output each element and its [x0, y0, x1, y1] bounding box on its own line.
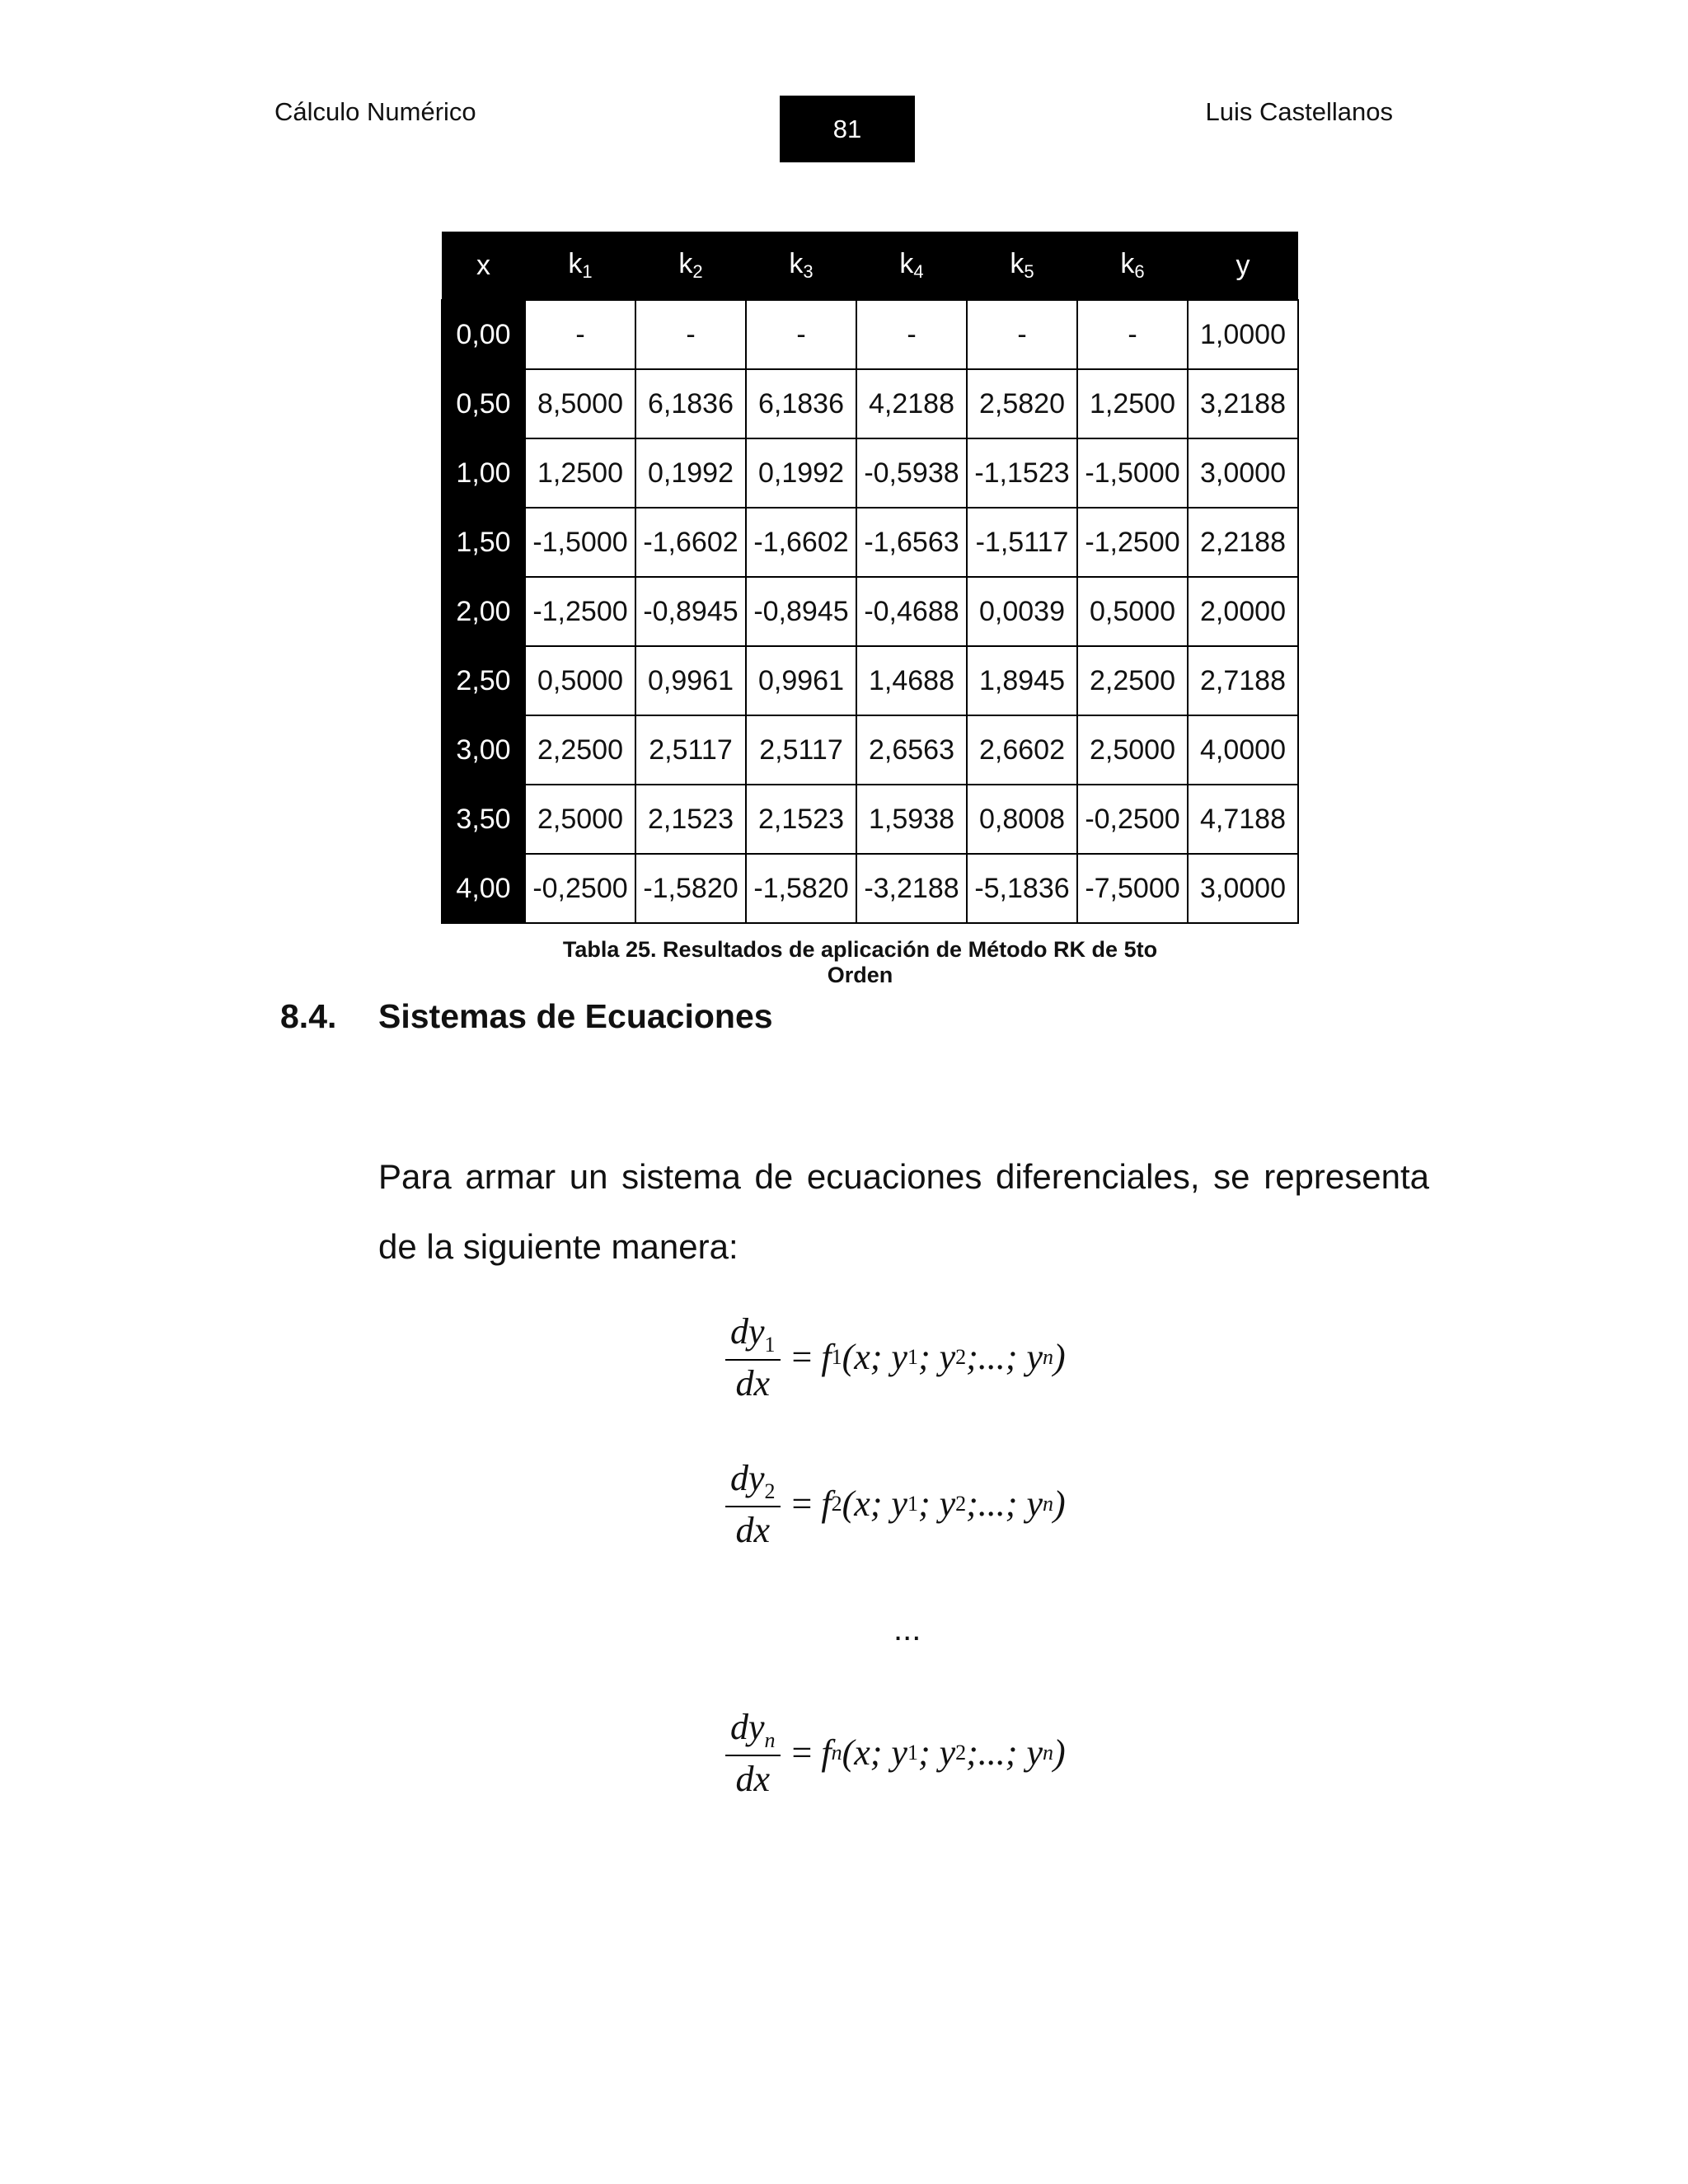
results-table	[441, 232, 1299, 924]
table-cell: 2,5820	[967, 369, 1077, 438]
header-cell-k5: $k_5$	[967, 232, 1077, 300]
x-value-cell: 0,50	[442, 369, 525, 438]
table-cell: -1,5820	[635, 854, 746, 923]
table-cell: -1,1523	[967, 438, 1077, 508]
table-cell: 3,2188	[1188, 369, 1298, 438]
x-value-cell: 2,00	[442, 577, 525, 646]
table-cell: 8,5000	[525, 369, 635, 438]
table-cell: 2,7188	[1188, 646, 1298, 715]
x-value-cell: 4,00	[442, 854, 525, 923]
table-cell: 0,5000	[525, 646, 635, 715]
table-cell: 0,0039	[967, 577, 1077, 646]
table-cell: 1,8945	[967, 646, 1077, 715]
table-cell: -3,2188	[856, 854, 967, 923]
table-cell: 2,5117	[746, 715, 856, 785]
table-row	[442, 785, 1298, 854]
table-cell: -0,2500	[1077, 785, 1188, 854]
page-number-box	[780, 96, 915, 162]
table-cell: 1,5938	[856, 785, 967, 854]
table-cell: -	[967, 300, 1077, 369]
equation-n: $\frac{dy_n}{dx}$ = f n (x; y 1 ; y 2 ;...; y n )	[725, 1706, 1066, 1800]
table-row	[442, 715, 1298, 785]
table-cell: -0,8945	[746, 577, 856, 646]
table-cell: -1,6563	[856, 508, 967, 577]
table-header-row	[442, 232, 1298, 300]
header-cell-k3: $k_3$	[746, 232, 856, 300]
section-title: Sistemas de Ecuaciones	[378, 997, 773, 1035]
header-cell-k4: $k_4$	[856, 232, 967, 300]
table-cell: 1,0000	[1188, 300, 1298, 369]
table-row	[442, 508, 1298, 577]
table-row	[442, 369, 1298, 438]
table-cell: -	[635, 300, 746, 369]
table-cell: -1,2500	[1077, 508, 1188, 577]
table-cell: 2,2188	[1188, 508, 1298, 577]
table-cell: -	[856, 300, 967, 369]
fraction: $\frac{dy_1}{dx}$	[725, 1310, 781, 1404]
table-cell: -1,6602	[746, 508, 856, 577]
header-cell-y: y	[1188, 232, 1298, 300]
x-value-cell: 1,00	[442, 438, 525, 508]
table-cell: 3,0000	[1188, 854, 1298, 923]
page-number: 81	[832, 114, 862, 143]
header-cell-k1: $k_1$	[525, 232, 635, 300]
x-value-cell: 3,00	[442, 715, 525, 785]
x-value-cell: 1,50	[442, 508, 525, 577]
table-cell: -	[746, 300, 856, 369]
header-left-title: Cálculo Numérico	[274, 97, 476, 126]
table-cell: 2,5117	[635, 715, 746, 785]
table-cell: 2,2500	[525, 715, 635, 785]
table-cell: -	[1077, 300, 1188, 369]
x-value-cell: 2,50	[442, 646, 525, 715]
table-cell: 2,6563	[856, 715, 967, 785]
table-cell: -1,5820	[746, 854, 856, 923]
body-paragraph: Para armar un sistema de ecuaciones diferenciales, se representa de la siguiente manera:	[378, 1157, 1429, 1266]
table-cell: -7,5000	[1077, 854, 1188, 923]
table-cell: 2,1523	[746, 785, 856, 854]
x-value-cell: 0,00	[442, 300, 525, 369]
table-cell: 4,2188	[856, 369, 967, 438]
table-cell: 1,2500	[525, 438, 635, 508]
table-cell: -1,5000	[525, 508, 635, 577]
table-cell: 3,0000	[1188, 438, 1298, 508]
table-cell: -0,2500	[525, 854, 635, 923]
section-number: 8.4.	[280, 997, 337, 1035]
x-value-cell: 3,50	[442, 785, 525, 854]
table-cell: -1,5000	[1077, 438, 1188, 508]
fraction: $\frac{dy_2}{dx}$	[725, 1457, 781, 1551]
table-cell: 2,6602	[967, 715, 1077, 785]
table-row	[442, 854, 1298, 923]
header-right-author: Luis Castellanos	[1205, 97, 1393, 126]
table-cell: 2,1523	[635, 785, 746, 854]
table-cell: 4,7188	[1188, 785, 1298, 854]
table-cell: 1,4688	[856, 646, 967, 715]
table-row	[442, 646, 1298, 715]
table-cell: -0,8945	[635, 577, 746, 646]
header-cell-k6: $k_6$	[1077, 232, 1188, 300]
table-cell: 2,5000	[1077, 715, 1188, 785]
table-cell: -0,4688	[856, 577, 967, 646]
table-cell: 2,0000	[1188, 577, 1298, 646]
table-caption: Tabla 25. Resultados de aplicación de Método RK de 5to Orden	[562, 937, 1158, 987]
table-cell: 0,1992	[635, 438, 746, 508]
table-cell: 1,2500	[1077, 369, 1188, 438]
table-row	[442, 438, 1298, 508]
table-cell: 0,1992	[746, 438, 856, 508]
table-cell: 2,2500	[1077, 646, 1188, 715]
ellipsis: ...	[893, 1611, 921, 1647]
table-cell: 0,9961	[635, 646, 746, 715]
table-cell: -1,5117	[967, 508, 1077, 577]
header-cell-k2: $k_2$	[635, 232, 746, 300]
table-cell: 0,8008	[967, 785, 1077, 854]
equation-1: $\frac{dy_1}{dx}$ = f 1 (x; y 1 ; y 2 ;...; y n )	[725, 1310, 1066, 1404]
table-cell: 0,9961	[746, 646, 856, 715]
table-cell: -	[525, 300, 635, 369]
table-cell: 2,5000	[525, 785, 635, 854]
table-cell: -1,2500	[525, 577, 635, 646]
table-cell: 4,0000	[1188, 715, 1298, 785]
table-row	[442, 577, 1298, 646]
table-cell: -5,1836	[967, 854, 1077, 923]
table-cell: 0,5000	[1077, 577, 1188, 646]
equation-2: $\frac{dy_2}{dx}$ = f 2 (x; y 1 ; y 2 ;...; y n )	[725, 1457, 1066, 1551]
table-cell: -0,5938	[856, 438, 967, 508]
header-cell-x: x	[442, 232, 525, 300]
table-cell: 6,1836	[746, 369, 856, 438]
table-cell: -1,6602	[635, 508, 746, 577]
table-cell: 6,1836	[635, 369, 746, 438]
table-row	[442, 300, 1298, 369]
fraction: $\frac{dy_n}{dx}$	[725, 1706, 781, 1800]
